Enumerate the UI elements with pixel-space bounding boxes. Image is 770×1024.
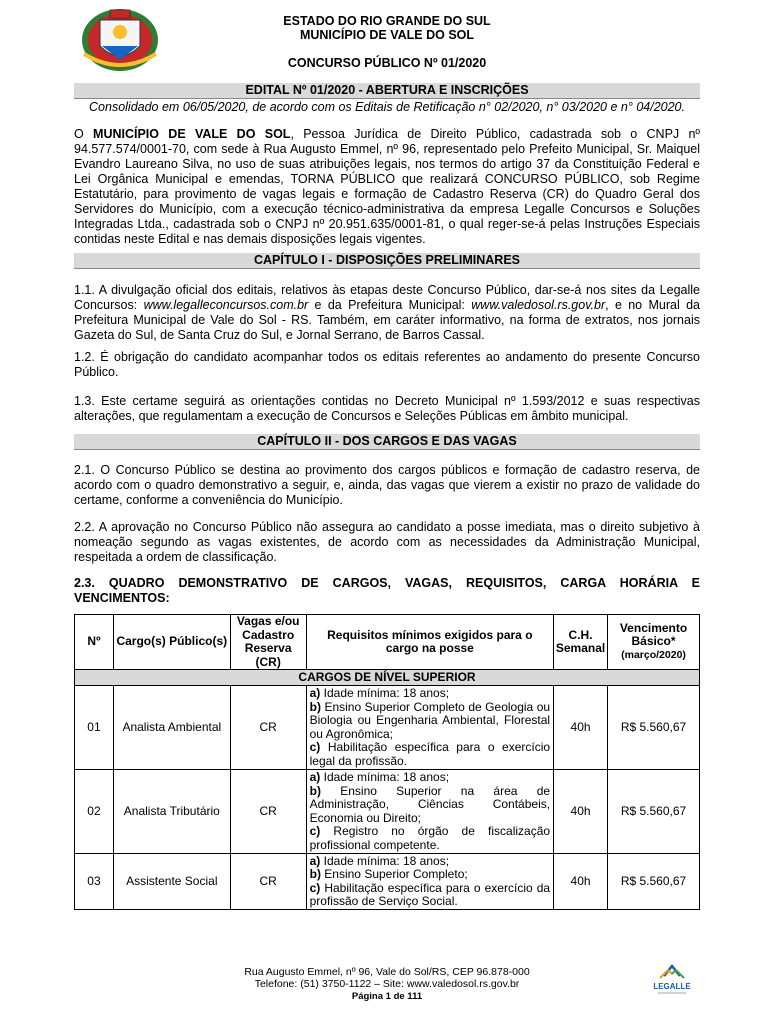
row-vagas: CR (230, 686, 306, 770)
table-row (75, 854, 700, 910)
positions-table (74, 614, 700, 910)
row-hours: 40h (554, 854, 608, 910)
row-hours: 40h (554, 770, 608, 854)
col-salary-header: Vencimento Básico* (março/2020) (608, 615, 700, 670)
row-cargo: Assistente Social (113, 854, 230, 910)
edital-subtitle: Consolidado em 06/05/2020, de acordo com os Editais de Retificação n° 02/2020, n° 03/2020 e n° 04/2020. (89, 100, 685, 114)
prefeitura-site-link[interactable]: www.valedosol.rs.gov.br (471, 298, 606, 312)
row-number: 01 (75, 686, 114, 770)
table-row (75, 686, 700, 770)
row-salary: R$ 5.560,67 (608, 770, 700, 854)
quadro-title: 2.3. QUADRO DEMONSTRATIVO DE CARGOS, VAGAS, REQUISITOS, CARGA HORÁRIA E VENCIMENTOS: (74, 576, 700, 605)
section-row (75, 670, 700, 686)
municipality-heading: MUNICÍPIO DE VALE DO SOL (299, 28, 475, 42)
row-requirements: a) Idade mínima: 18 anos; b) Ensino Superior na área de Administração, Ciências Contábeis, Economia ou Direito; c) Registro no órgão de fiscalização profissional competente. (306, 770, 553, 854)
page-number: Página 1 de 111 (351, 991, 423, 1002)
row-requirements: a) Idade mínima: 18 anos; b) Ensino Superior Completo; c) Habilitação específica para o exercício da profissão de Serviço Social. (306, 854, 553, 910)
legalle-logo-icon (650, 962, 694, 998)
state-heading: ESTADO DO RIO GRANDE DO SUL (283, 14, 491, 28)
legalle-logo-text: LEGALLE (653, 982, 691, 991)
col-vagas-header: Vagas e/ou Cadastro Reserva (CR) (230, 615, 306, 670)
row-number: 03 (75, 854, 114, 910)
paragraph-1-1: 1.1. A divulgação oficial dos editais, relativos às etapas deste Concurso Público, dar-se-á nos sites da Legalle Concursos: www.legalleconcursos.com.br e da Prefeitura Municipal: www.valedosol.rs.gov.br, e no Mural da Prefeitura Municipal de Vale do Sol - RS. Também, em caráter informativo, na forma de extratos, nos jornais Gazeta do Sul, de Santa Cruz do Sul, e Jornal Serrano, de Barros Cassal. (74, 283, 700, 342)
intro-paragraph: O MUNICÍPIO DE VALE DO SOL, Pessoa Jurídica de Direito Público, cadastrada sob o CNPJ nº 94.577.574/0001-70, com sede à Rua Augusto Emmel, nº 96, representado pelo Prefeito Municipal, Sr. Maiquel Evandro Laureano Silva, no uso de suas atribuições legais, nos termos do artigo 37 da Constituição Federal e Lei Orgânica Municipal e emendas, TORNA PÚBLICO que realizará CONCURSO PÚBLICO, sob Regime Estatutário, para provimento de vagas legais e formação de Cadastro Reserva (CR) do Quadro Geral dos Servidores do Município, com a execução técnico-administrativa da empresa Legalle Concursos e Soluções Integradas Ltda., cadastrada sob o CNPJ nº 20.951.635/0001-81, o qual reger-se-á pelas Instruções Especiais contidas neste Edital e nas demais disposições legais vigentes. (74, 127, 700, 246)
row-cargo: Analista Tributário (113, 770, 230, 854)
col-requirements-header: Requisitos mínimos exigidos para o cargo na posse (306, 615, 553, 670)
row-salary: R$ 5.560,67 (608, 854, 700, 910)
row-cargo: Analista Ambiental (113, 686, 230, 770)
table-header-row (75, 615, 700, 670)
col-cargo-header: Cargo(s) Público(s) (113, 615, 230, 670)
row-vagas: CR (230, 854, 306, 910)
footer-address: Rua Augusto Emmel, nº 96, Vale do Sol/RS, CEP 96.878-000 (244, 966, 530, 978)
contest-heading: CONCURSO PÚBLICO Nº 01/2020 (287, 56, 487, 70)
footer-contact: Telefone: (51) 3750-1122 – Site: www.valedosol.rs.gov.br (254, 978, 520, 990)
paragraph-2-1: 2.1. O Concurso Público se destina ao provimento dos cargos públicos e formação de cadastro reserva, de acordo com o quadro demonstrativo a seguir, e, ainda, das vagas que vierem a existir no prazo de validade do certame, conforme a conveniência do Município. (74, 463, 700, 507)
row-number: 02 (75, 770, 114, 854)
col-number-header: Nº (75, 615, 114, 670)
chapter-1-title: CAPÍTULO I - DISPOSIÇÕES PRELIMINARES (74, 253, 700, 269)
row-salary: R$ 5.560,67 (608, 686, 700, 770)
legalle-site-link[interactable]: www.legalleconcursos.com.br (143, 298, 309, 312)
municipality-name: MUNICÍPIO DE VALE DO SOL (93, 127, 291, 141)
chapter-2-title: CAPÍTULO II - DOS CARGOS E DAS VAGAS (74, 434, 700, 450)
row-requirements: a) Idade mínima: 18 anos; b) Ensino Superior Completo de Geologia ou Biologia ou Engenharia Ambiental, Florestal ou Agronômica; c) Habilitação específica para o exercício legal da profissão. (306, 686, 553, 770)
section-title: CARGOS DE NÍVEL SUPERIOR (75, 670, 700, 686)
col-hours-header: C.H. Semanal (554, 615, 608, 670)
edital-title: EDITAL Nº 01/2020 - ABERTURA E INSCRIÇÕES (74, 83, 700, 99)
paragraph-2-2: 2.2. A aprovação no Concurso Público não assegura ao candidato a posse imediata, mas o direito subjetivo à nomeação segundo as vagas existentes, de acordo com as necessidades da Administração Municipal, respeitada a ordem de classificação. (74, 520, 700, 564)
paragraph-1-3: 1.3. Este certame seguirá as orientações contidas no Decreto Municipal nº 1.593/2012 e suas respectivas alterações, que regulamentam a execução de Concursos e Seleções Públicas em âmbito municipal. (74, 394, 700, 423)
salary-reference-date: (março/2020) (621, 648, 686, 661)
table-row (75, 770, 700, 854)
paragraph-1-2: 1.2. É obrigação do candidato acompanhar todos os editais referentes ao andamento do presente Concurso Público. (74, 350, 700, 379)
row-hours: 40h (554, 686, 608, 770)
row-vagas: CR (230, 770, 306, 854)
